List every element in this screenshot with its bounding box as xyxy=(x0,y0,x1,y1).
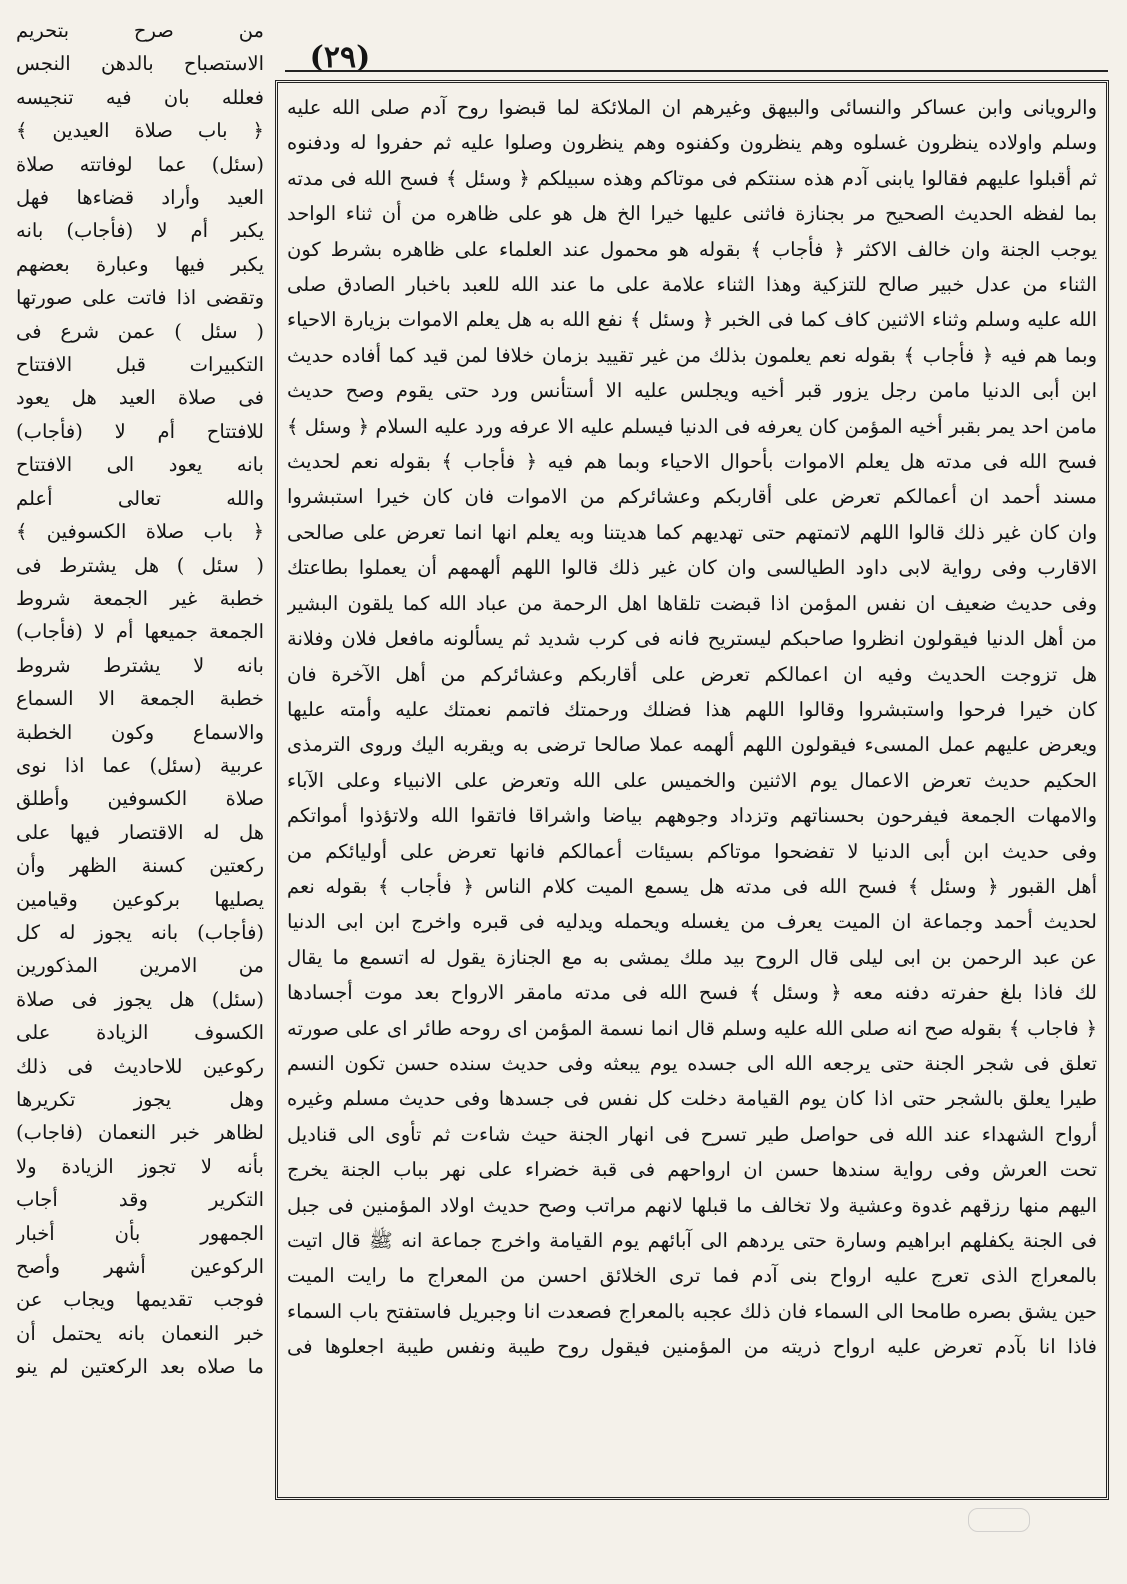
margin-line: خطبة الجمعة الا السماع xyxy=(16,687,264,711)
main-line: الاقارب وفى رواية لابى داود الطيالسى وان كان غير ذلك قالوا اللهم ألهمهم أن يعملوا بطاعتك xyxy=(287,556,1097,580)
margin-line: للافتتاح أم لا (فأجاب) xyxy=(16,419,264,443)
margin-line: بأنه لا تجوز الزيادة ولا xyxy=(16,1154,264,1178)
main-line: وفى حديث ضعيف ان نفس المؤمن اذا قبضت تلقاها اهل الرحمة من عباد الله كما يلقون البشير xyxy=(287,591,1097,615)
margin-line: يصليها بركوعين وقيامين xyxy=(16,887,264,911)
margin-line: التكبيرات قبل الافتتاح xyxy=(16,353,264,377)
main-line: من أهل الدنيا فيقولون انظروا صاحبكم ليستريح فانه فى كرب شديد ثم يسألونه مافعل فلان وفلانة xyxy=(287,627,1097,651)
margin-line: فى صلاة العيد هل يعود xyxy=(16,386,264,410)
header-rule xyxy=(285,70,1108,76)
margin-line: ركوعين للاحاديث فى ذلك xyxy=(16,1054,264,1078)
margin-commentary xyxy=(16,14,264,1574)
margin-line: وتقضى اذا فاتت على صورتها xyxy=(16,286,264,310)
main-line: بما لفظه الحديث الصحيح مر بجنازة فاثنى عليها خيرا الخ هل هو على ظاهره من أن ثناء الواحد xyxy=(287,202,1097,226)
margin-line: ركعتين كسنة الظهر وأن xyxy=(16,854,264,878)
main-line: تحت العرش وفى رواية سندها حسن ان ارواحهم فى قبة خضراء على نهر بباب الجنة يخرج xyxy=(287,1158,1097,1182)
main-line: والرويانى وابن عساكر والنسائى والبيهق وغيرهم ان الملائكة لما قبضوا روح آدم صلى الله عليه xyxy=(287,96,1097,119)
margin-line: الجمعة جميعها أم لا (فأجاب) xyxy=(16,620,264,644)
margin-line: والاسماع وكون الخطبة xyxy=(16,720,264,744)
main-line: أرواح الشهداء عند الله فى حواصل طير تسرح فى انهار الجنة حيث شاءت ثم تأوى الى قناديل xyxy=(287,1122,1097,1146)
margin-line: الكسوف الزيادة على xyxy=(16,1021,264,1045)
main-line: الحكيم حديث تعرض الاعمال يوم الاثنين والخميس على الله وتعرض على الانبياء وعلى الآباء xyxy=(287,768,1097,792)
main-line: بالمعراج الذى تعرج عليه ارواح بنى آدم فما ترى الخلائق احسن من المعراج ما رايت الميت xyxy=(287,1264,1097,1288)
main-line: وسلم واولاده ينظرون غسلوه وهم ينظرون وكفنوه وهم ينظرون وصلوا عليه ثم حفروا له ودفنوه xyxy=(287,131,1097,155)
margin-line: فعلله بان فيه تنجيسه xyxy=(16,85,264,109)
margin-line: الجمهور بأن أخبار xyxy=(16,1221,264,1245)
main-line: هل تزوجت الحديث وفيه ان اعمالكم تعرض على أقاربكم وعشائركم من أهل الآخرة فان xyxy=(287,662,1097,686)
margin-line: من الامرين المذكورين xyxy=(16,954,264,978)
main-line: طيرا يعلق بالشجر حتى اذا كان يوم القيامة دخلت كل نفس فى جسدها وفى حديث مسلم وغيره xyxy=(287,1087,1097,1111)
margin-line: من صرح بتحريم xyxy=(16,19,264,42)
main-line: والامهات الجمعة فيفرحون بحسناتهم وتزداد وجوههم بياضا واشراقا فاتقوا الله ولاتؤذوا أمواتكم xyxy=(287,804,1097,828)
margin-line: (فأجاب) بانه يجوز له كل xyxy=(16,920,264,944)
margin-line: ما صلاه بعد الركعتين لم ينو xyxy=(16,1355,264,1379)
margin-line: خطبة غير الجمعة شروط xyxy=(16,586,264,610)
margin-line: وهل يجوز تكريرها xyxy=(16,1088,264,1111)
main-line: لحديث أحمد وجماعة ان الميت يعرف من يغسله ويحمله ويدليه فى قبره واخرج ابن ابى الدنيا xyxy=(287,910,1097,934)
margin-line: بانه لا يشترط شروط xyxy=(16,653,264,677)
page-number: (٢٩) xyxy=(309,40,371,75)
main-line: كان خيرا فرحوا واستبشروا وقالوا اللهم هذا فضلك ورحمتك فاتمم نعمتك عليه وأمته عليها xyxy=(287,697,1097,721)
margin-line: ﴿ باب صلاة العيدين ﴾ xyxy=(16,119,264,143)
margin-line: العيد وأراد قضاءها فهل xyxy=(16,186,264,210)
main-line: وبما هم فيه ﴿ فأجاب ﴾ بقوله نعم يعلمون بذلك من غير تقييد بزمان خلافا لمن قيد كما أفاده حديث xyxy=(287,343,1097,367)
margin-line: بانه يعود الى الافتتاح xyxy=(16,453,264,477)
margin-line: (سئل) عما لوفاتته صلاة xyxy=(16,152,264,176)
main-line: لك فاذا بلغ حفرته دفنه معه ﴿ وسئل ﴾ فسح الله فى مدته مامقر الارواح بعد موت أجسادها xyxy=(287,981,1097,1005)
margin-line: لظاهر خبر النعمان (فاجاب) xyxy=(16,1121,264,1145)
library-stamp xyxy=(968,1508,1030,1532)
margin-line: ﴿ باب صلاة الكسوفين ﴾ xyxy=(16,520,264,544)
margin-line: الاستصباح بالدهن النجس xyxy=(16,52,264,76)
main-line: مامن احد يمر بقبر أخيه المؤمن كان يعرفه فى الدنيا فيسلم عليه الا عرفه ورد عليه السلام ﴿ وسئل ﴾ xyxy=(287,414,1097,438)
main-text xyxy=(287,90,1097,1490)
margin-line: الركوعين أشهر وأصح xyxy=(16,1255,264,1279)
main-line: ثم أقبلوا عليهم فقالوا يابنى آدم هذه سنتكم فى موتاكم وهذه سبيلكم ﴿ وسئل ﴾ فسح الله فى مدته xyxy=(287,166,1097,190)
main-line: أهل القبور ﴿ وسئل ﴾ فسح الله فى مدته هل يسمع الميت كلام الناس ﴿ فأجاب ﴾ بقوله نعم xyxy=(287,874,1097,898)
main-line: ابن أبى الدنيا مامن رجل يزور قبر أخيه ويجلس عليه الا أستأنس ورد حتى يقوم وصح حديث xyxy=(287,379,1097,403)
main-line: اليهم منها رزقهم غدوة وعشية ولا تخالف ما قبلها لانهم مراتب وصح حديث اولاد المؤمنين فى جبل xyxy=(287,1193,1097,1217)
margin-line: فوجب تقديمها ويجاب عن xyxy=(16,1288,264,1312)
main-line: تعلق فى شجر الجنة حتى يرجعه الله الى جسده يوم يبعثه وفى حديث سنده حسن تكون النسم xyxy=(287,1051,1097,1075)
margin-line: التكرير وقد أجاب xyxy=(16,1188,264,1212)
margin-line: يكبر أم لا (فأجاب) بانه xyxy=(16,219,264,243)
margin-line: والله تعالى أعلم xyxy=(16,486,264,510)
margin-line: يكبر فيها وعبارة بعضهم xyxy=(16,252,264,276)
margin-line: ( سئل ) هل يشترط فى xyxy=(16,553,264,577)
margin-line: عربية (سئل) عما اذا نوى xyxy=(16,753,264,777)
margin-line: صلاة الكسوفين وأطلق xyxy=(16,787,264,811)
main-line: مسند أحمد ان أعمالكم تعرض على أقاربكم وعشائركم من الاموات فان كان خيرا استبشروا xyxy=(287,485,1097,509)
main-line: ويعرض عليهم عمل المسىء فيقولون اللهم ألهمه عملا صالحا ترضى به ويقربه اليك وروى الترمذى xyxy=(287,733,1097,757)
margin-line: هل له الاقتصار فيها على xyxy=(16,820,264,844)
main-line: وفى حديث ابن أبى الدنيا لا تفضحوا موتاكم بسيئات أعمالكم فانها تعرض على أوليائكم من xyxy=(287,839,1097,863)
main-line: يوجب الجنة وان خالف الاكثر ﴿ فأجاب ﴾ بقوله هو محمول عند العلماء على ظاهره بشرط كون xyxy=(287,237,1097,261)
main-line: الله عليه وسلم وثناء الاثنين كاف كما فى الخبر ﴿ وسئل ﴾ نفع الله به هل يعلم الاموات بزيارة الاحياء xyxy=(287,308,1097,332)
margin-line: ( سئل ) عمن شرع فى xyxy=(16,319,264,343)
main-line: عن عبد الرحمن بن ابى ليلى قال الروح بيد ملك يمشى به مع الجنازة يقول له اتسمع ما يقال xyxy=(287,945,1097,969)
margin-line: (سئل) هل يجوز فى صلاة xyxy=(16,987,264,1011)
main-line: وان كان غير ذلك قالوا اللهم لاتمتهم حتى تهديهم كما هديتنا وبه يعلم انها انما تعرض على صالحى xyxy=(287,520,1097,544)
main-line: حين يشق بصره طامحا الى السماء فان ذلك عجبه بالمعراج فصعدت انا وجبريل فاستفتح باب السماء xyxy=(287,1299,1097,1323)
margin-line: خبر النعمان بانه يحتمل أن xyxy=(16,1321,264,1345)
main-line: فسح الله فى مدته هل يعلم الاموات بأحوال الاحياء وبما هم فيه ﴿ فأجاب ﴾ بقوله نعم لحديث xyxy=(287,450,1097,474)
main-line: فى الجنة يكفلهم ابراهيم وسارة حتى يردهم الى آبائهم يوم القيامة واخرج جماعة انه ﷺ قال اتيت xyxy=(287,1229,1097,1252)
main-line: فاذا انا بآدم تعرض عليه ارواح ذريته من المؤمنين فيقول روح طيبة ونفس طيبة اجعلوها فى xyxy=(287,1335,1097,1359)
main-line: الثناء من عدل خبير صالح للتزكية وهذا الثناء علامة على ما عند الله للعبد باخبار الصادق صلى xyxy=(287,273,1097,297)
main-line: ﴿ فاجاب ﴾ بقوله صح انه صلى الله عليه وسلم قال انما نسمة المؤمن اى روحه طائر اى على صورته xyxy=(287,1016,1097,1040)
